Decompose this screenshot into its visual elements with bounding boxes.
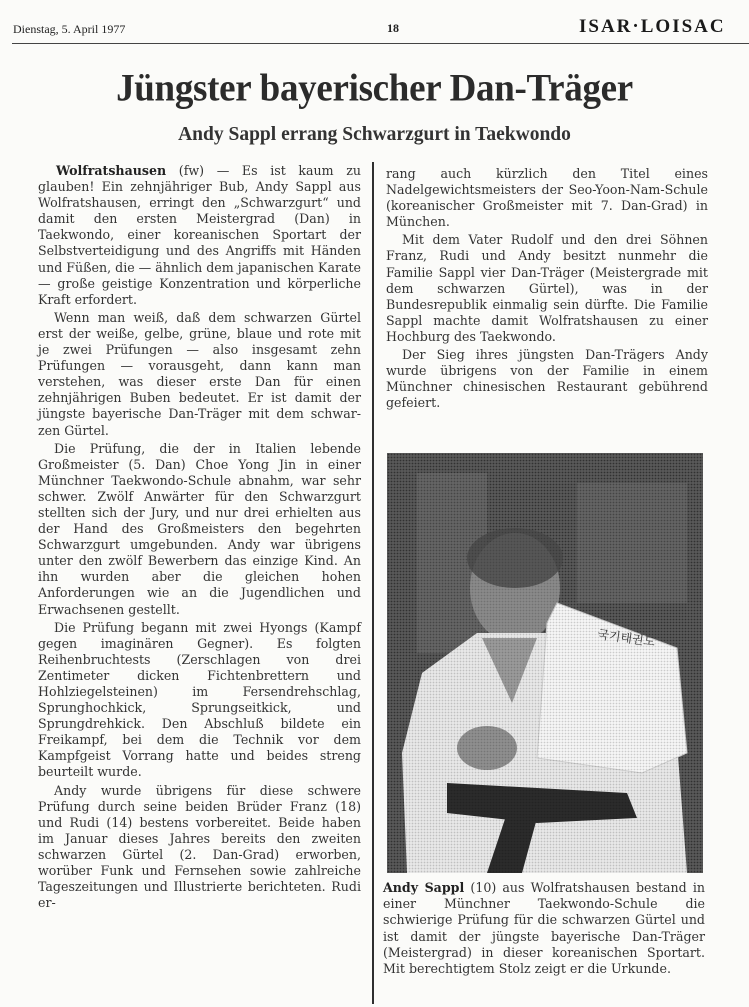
article-paragraph: Die Prüfung begann mit zwei Hyongs (Kampf gegen imaginären Gegner). Es folgten Reihenbruchtests (Zerschlagen von drei Zentimeter dicken Fichtenbrettern und Hohlziegelsteinen) im Fersendrehschlag, Sprunghochkick, Sprungseitkick, und Sprungdrehkick. Den Abschluß bildete ein Freikampf, bei dem die Technik vor dem Kampfgeist Vorrang hatte und beides streng beurteilt wurde. [38,619,361,780]
headline: Jüngster bayerischer Dan-Träger [116,66,633,110]
article-column-left [38,163,361,913]
article-paragraph: Der Sieg ihres jüngsten Dan-Trägers Andy wurde übrigens von der Familie in einem Münchner chinesischen Restaurant gebührend gefeiert. [386,347,708,411]
masthead-rule [12,43,749,44]
caption-text: (10) aus Wolfratshausen bestand in einer Münchner Taekwondo-Schule die schwierige Prüfung für die schwarzen Gürtel und ist damit der jüngste bayerische Dan-Träger (Meistergrad) in dieser koreanischen Sportart. Mit berechtigtem Stolz zeigt er die Urkunde. [383,880,705,977]
article-paragraph: Wolfratshausen (fw) — Es ist kaum zu glauben! Ein zehnjähriger Bub, Andy Sappl aus Wolfratshausen, erringt den „Schwarzgurt“ und damit den ersten Meistergrad (Dan) in Taekwondo, einer koreanischen Sportart der Selbstverteidigung und des Angriffs mit Händen und Füßen, die — ähnlich dem japanischen Karate — große geistige Konzentration und körperliche Kraft erfordert. [38,163,361,307]
photo-illustration [387,453,703,873]
column-rule [372,162,374,1004]
masthead [0,0,749,48]
page-number: 18 [387,21,399,35]
article-column-right [386,166,708,413]
article-paragraph: Wenn man weiß, daß dem schwarzen Gürtel erst der weiße, gelbe, grüne, blaue und rote mit je zwei Prüfungen — also insgesamt zehn Prüfungen — vorausgeht, dann kann man verstehen, was dieser erste Dan für einen zehnjährigen Buben bedeutet. Er ist damit der jüngste bayerische Dan-Träger mit dem schwarzen Gürtel. [38,309,361,438]
subheadline: Andy Sappl errang Schwarzgurt in Taekwondo [178,124,571,145]
dateline: Wolfratshausen [56,163,167,178]
article-paragraph: Andy wurde übrigens für diese schwere Prüfung durch seine beiden Brüder Franz (18) und Rudi (14) bestens vorbereitet. Beide haben im Januar dieses Jahres bereits den zweiten schwarzen Gürtel (2. Dan-Grad) erworben, worüber Funk und Fernsehen sowie zahlreiche Tageszeitungen und Illustrierte berichteten. Rudi er- [38,782,361,911]
photo-caption [383,880,705,977]
issue-date: Dienstag, 5. April 1977 [13,22,126,36]
newspaper-name: ISAR·LOISAC [579,16,726,37]
article-paragraph: Die Prüfung, die der in Italien lebende Großmeister (5. Dan) Choe Yong Jin in einer Münchner Taekwondo-Schule abnahm, war sehr schwer. Zwölf Anwärter für den Schwarzgurt stellten sich der Jury, und nur drei erhielten aus der Hand des Großmeisters den begehrten Schwarzgurt umgebunden. Andy war übrigens unter den zwölf Bewerbern das einzige Kind. An ihn wurden aber die gleichen hohen Anforderungen wie an die Jugendlichen und Erwachsenen gestellt. [38,440,361,617]
article-photo [387,453,703,873]
article-paragraph: rang auch kürzlich den Titel eines Nadelgewichtsmeisters der Seo-Yoon-Nam-Schule (koreanischer Großmeister mit 7. Dan-Grad) in München. [386,166,708,230]
article-paragraph: Mit dem Vater Rudolf und den drei Söhnen Franz, Rudi und Andy besitzt nunmehr die Familie Sappl vier Dan-Träger (Meistergrade mit dem schwarzen Gürtel), was in der Bundesrepublik einmalig sein dürfte. Die Familie Sappl machte damit Wolfratshausen zu einer Hochburg des Taekwondo. [386,232,708,344]
caption-name: Andy Sappl [383,880,465,895]
